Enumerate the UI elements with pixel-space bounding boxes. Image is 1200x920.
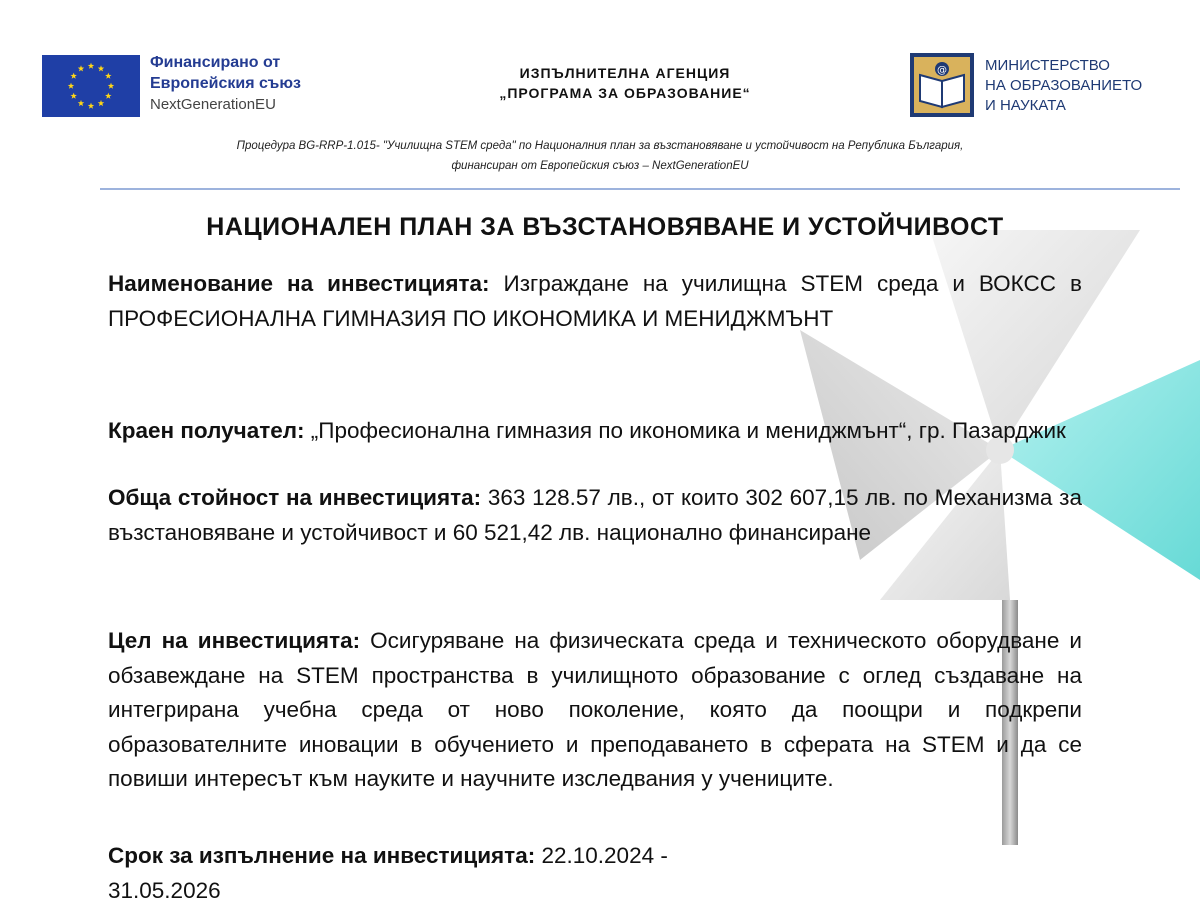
total-value-paragraph	[108, 480, 1082, 550]
recipient-label: Краен получател:	[108, 418, 305, 443]
recipient-value: „Професионална гимназия по икономика и мениджмънт“, гр. Пазарджик	[310, 418, 1066, 443]
total-value-label: Обща стойност на инвестицията:	[108, 485, 482, 510]
ministry-line3: И НАУКАТА	[985, 97, 1066, 114]
ministry-line2: НА ОБРАЗОВАНИЕТО	[985, 77, 1143, 94]
procedure-line2: финансиран от Европейския съюз – NextGenerationEU	[451, 160, 749, 172]
goal-label: Цел на инвестицията:	[108, 628, 361, 653]
deadline-end: 31.05.2026	[108, 878, 221, 903]
eu-funding-label	[150, 52, 301, 115]
header-divider	[100, 188, 1180, 190]
agency-line1: ИЗПЪЛНИТЕЛНА АГЕНЦИЯ	[519, 65, 731, 81]
ministry-name	[985, 56, 1142, 116]
svg-text:@: @	[937, 65, 947, 76]
eu-funding-line3: NextGenerationEU	[150, 96, 276, 113]
goal-value: Осигуряване на физическата среда и техническото оборудване и обзавеждане на STEM пространства в училищното образование с оглед създаване на интегрирана учебна среда от ново поколение, която да поощри и подкрепи образователните иновации в обучението и преподаването в сферата на STEM и да се повиши интересът към науките и научните изследвания у учениците.	[108, 628, 1082, 791]
procedure-line1: Процедура BG-RRP-1.015- "Училищна STEM среда" по Националния план за възстановяване и устойчивост на Република България,	[236, 140, 964, 152]
total-value-value: 363 128.57 лв., от които 302 607,15 лв. по Механизма за възстановяване и устойчивост и 60 521,42 лв. национално финансиране	[108, 485, 1082, 545]
investment-name-value: Изграждане на училищна STEM среда и ВОКСС в ПРОФЕСИОНАЛНА ГИМНАЗИЯ ПО ИКОНОМИКА И МЕНИДЖМЪНТ	[108, 271, 1082, 331]
deadline-label: Срок за изпълнение на инвестицията:	[108, 843, 536, 868]
eu-funding-line1: Финансирано от	[150, 54, 281, 71]
agency-name	[430, 63, 820, 103]
eu-flag-icon	[42, 55, 140, 117]
eu-funding-line2: Европейския съюз	[150, 75, 301, 92]
goal-paragraph	[108, 624, 1082, 797]
deadline-separator: -	[660, 843, 668, 868]
deadline-start: 22.10.2024	[541, 843, 655, 868]
recipient-paragraph	[108, 413, 1082, 448]
agency-line2: „ПРОГРАМА ЗА ОБРАЗОВАНИЕ“	[499, 85, 751, 101]
ministry-line1: МИНИСТЕРСТВО	[985, 57, 1110, 74]
investment-name-label: Наименование на инвестицията:	[108, 271, 490, 296]
page-title: НАЦИОНАЛЕН ПЛАН ЗА ВЪЗСТАНОВЯВАНЕ И УСТОЙЧИВОСТ	[206, 213, 1004, 241]
ministry-logo-icon	[910, 53, 974, 117]
procedure-subtitle	[100, 136, 1100, 176]
deadline-paragraph	[108, 838, 1082, 908]
investment-name-paragraph	[108, 266, 1082, 336]
